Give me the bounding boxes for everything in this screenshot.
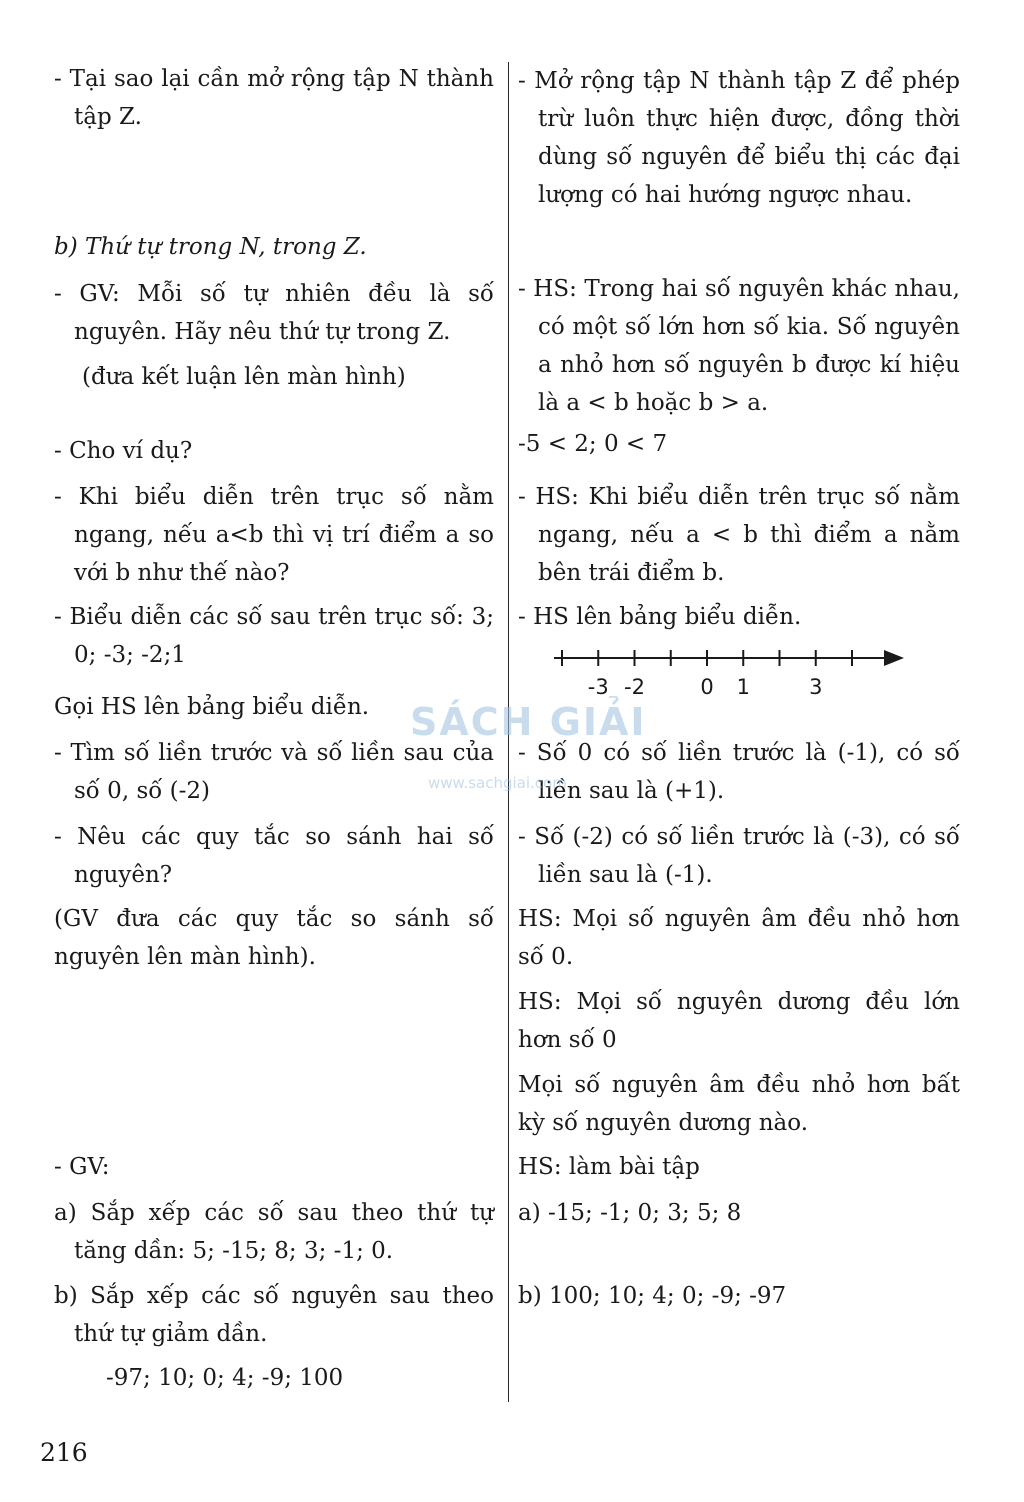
left-item-show-conclusion: (đưa kết luận lên màn hình) bbox=[82, 364, 406, 390]
left-item-exercise-a: a) Sắp xếp các số sau theo thứ tự tăng dần: 5; -15; 8; 3; -1; 0. bbox=[54, 1200, 494, 1264]
left-item-exercise-b: b) Sắp xếp các số nguyên sau theo thứ tự giảm dần. bbox=[54, 1283, 494, 1347]
right-item-student-represents: - HS lên bảng biểu diễn. bbox=[518, 604, 802, 630]
column-divider bbox=[508, 62, 509, 1402]
right-item-answer-a: a) -15; -1; 0; 3; 5; 8 bbox=[518, 1200, 742, 1226]
right-item-extend-reason: - Mở rộng tập N thành tập Z để phép trừ luôn thực hiện được, đồng thời dùng số nguyên để biểu thị các đại lượng có hai hướng ngược nhau. bbox=[518, 68, 960, 208]
right-item-minus-two-neighbors: - Số (-2) có số liền trước là (-3), có số liền sau là (-1). bbox=[518, 824, 960, 888]
left-item-predecessor-successor: - Tìm số liền trước và số liền sau của số 0, số (-2) bbox=[54, 740, 494, 804]
number-line-label: 1 bbox=[736, 675, 750, 699]
left-item-gv-exercise: - GV: bbox=[54, 1154, 110, 1180]
right-item-positive-rule: HS: Mọi số nguyên dương đều lớn hơn số 0 bbox=[518, 989, 960, 1053]
left-item-show-rules: (GV đưa các quy tắc so sánh số nguyên lên màn hình). bbox=[54, 906, 494, 970]
left-item-number-line-position: - Khi biểu diễn trên trục số nằm ngang, nếu a<b thì vị trí điểm a so với b như thế nào? bbox=[54, 484, 494, 586]
right-item-position-answer: - HS: Khi biểu diễn trên trục số nằm ngang, nếu a < b thì điểm a nằm bên trái điểm b. bbox=[518, 484, 960, 586]
number-line bbox=[552, 640, 912, 710]
watermark-logo: SÁCH GIẢI bbox=[410, 700, 647, 744]
section-heading-order: b) Thứ tự trong N, trong Z. bbox=[54, 234, 367, 260]
number-line-label: 3 bbox=[809, 675, 823, 699]
number-line-label: -2 bbox=[624, 675, 645, 699]
right-item-order-definition: - HS: Trong hai số nguyên khác nhau, có một số lớn hơn số kia. Số nguyên a nhỏ hơn số nguyên b được kí hiệu là a < b hoặc b > a. bbox=[518, 276, 960, 416]
right-item-zero-neighbors: - Số 0 có số liền trước là (-1), có số liền sau là (+1). bbox=[518, 740, 960, 804]
right-item-negative-positive-rule: Mọi số nguyên âm đều nhỏ hơn bất kỳ số nguyên dương nào. bbox=[518, 1072, 960, 1136]
number-line-arrow-icon bbox=[884, 650, 904, 666]
right-item-do-exercise: HS: làm bài tập bbox=[518, 1154, 700, 1180]
left-item-exercise-b-numbers: -97; 10; 0; 4; -9; 100 bbox=[106, 1365, 344, 1391]
left-item-example: - Cho ví dụ? bbox=[54, 438, 193, 464]
left-item-why-extend: - Tại sao lại cần mở rộng tập N thành tập Z. bbox=[54, 66, 494, 130]
right-item-negative-rule: HS: Mọi số nguyên âm đều nhỏ hơn số 0. bbox=[518, 906, 960, 970]
left-item-gv-order: - GV: Mỗi số tự nhiên đều là số nguyên. Hãy nêu thứ tự trong Z. bbox=[54, 281, 494, 345]
right-item-example-answer: -5 < 2; 0 < 7 bbox=[518, 431, 668, 457]
number-line-label: 0 bbox=[700, 675, 714, 699]
left-item-compare-rules: - Nêu các quy tắc so sánh hai số nguyên? bbox=[54, 824, 494, 888]
number-line-label: -3 bbox=[587, 675, 609, 699]
watermark-url: www.sachgiai.com bbox=[428, 774, 567, 792]
page-number: 216 bbox=[40, 1438, 88, 1467]
left-item-call-student: Gọi HS lên bảng biểu diễn. bbox=[54, 694, 370, 720]
right-item-answer-b: b) 100; 10; 4; 0; -9; -97 bbox=[518, 1283, 787, 1309]
left-item-represent-numbers: - Biểu diễn các số sau trên trục số: 3; 0; -3; -2;1 bbox=[54, 604, 494, 668]
